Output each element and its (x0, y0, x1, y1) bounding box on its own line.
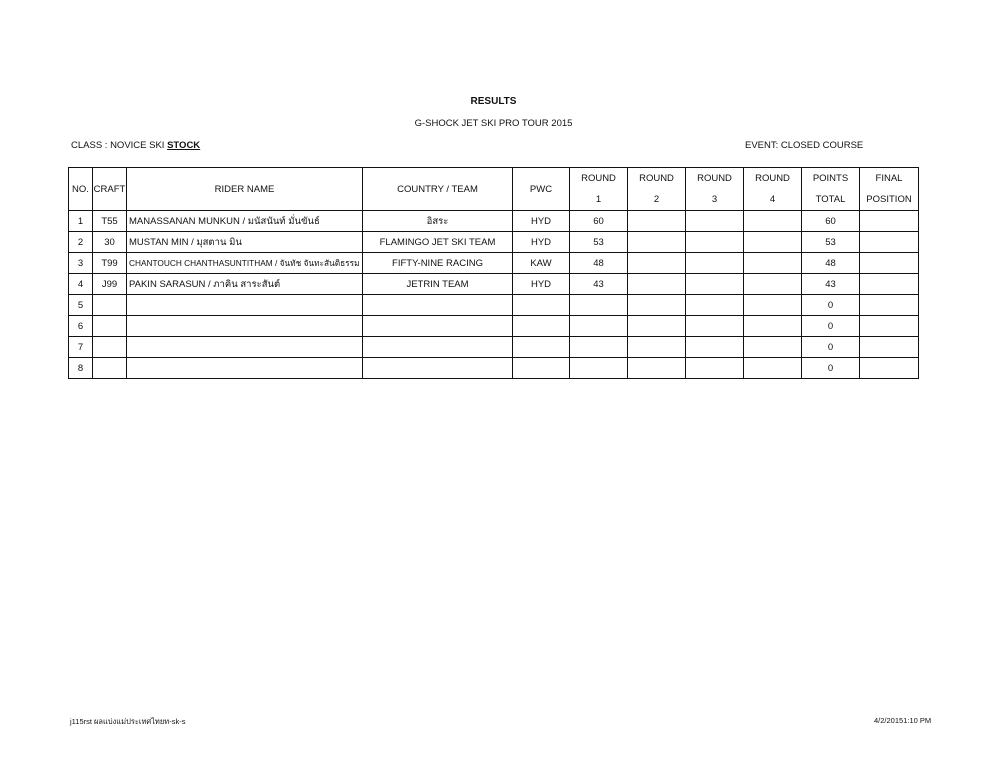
cell-rider (127, 358, 363, 379)
cell-round-3 (686, 295, 744, 316)
cell-final-position (860, 358, 919, 379)
round-3-label: ROUND (697, 173, 732, 184)
cell-round-1 (570, 316, 628, 337)
cell-rider (127, 337, 363, 358)
cell-country (363, 358, 513, 379)
cell-round-1: 48 (570, 253, 628, 274)
col-header-round-4 (744, 168, 802, 211)
cell-round-2 (628, 337, 686, 358)
cell-round-4 (744, 253, 802, 274)
cell-country (363, 316, 513, 337)
cell-round-2 (628, 316, 686, 337)
cell-no: 5 (69, 295, 93, 316)
cell-pwc (513, 337, 570, 358)
cell-round-4 (744, 358, 802, 379)
cell-round-3 (686, 274, 744, 295)
cell-points-total: 0 (802, 358, 860, 379)
cell-country: FIFTY-NINE RACING (363, 253, 513, 274)
cell-round-1: 53 (570, 232, 628, 253)
round-4-label: ROUND (755, 173, 790, 184)
cell-round-2 (628, 358, 686, 379)
event-subtitle: G-SHOCK JET SKI PRO TOUR 2015 (414, 118, 573, 129)
cell-pwc: HYD (513, 211, 570, 232)
cell-pwc (513, 316, 570, 337)
cell-round-4 (744, 274, 802, 295)
cell-rider: CHANTOUCH CHANTHASUNTITHAM / จันทัช จันทะสันติธรรม (127, 253, 363, 274)
cell-final-position (860, 295, 919, 316)
cell-round-2 (628, 211, 686, 232)
cell-final-position (860, 274, 919, 295)
cell-points-total: 60 (802, 211, 860, 232)
col-header-craft: CRAFT (93, 168, 127, 211)
cell-round-1: 60 (570, 211, 628, 232)
cell-round-1 (570, 358, 628, 379)
cell-rider (127, 316, 363, 337)
cell-round-4 (744, 232, 802, 253)
position-label: POSITION (866, 194, 912, 205)
cell-craft (93, 316, 127, 337)
table-row (69, 295, 919, 316)
cell-round-4 (744, 316, 802, 337)
round-3-number: 3 (711, 194, 718, 205)
cell-country: อิสระ (363, 211, 513, 232)
cell-no: 7 (69, 337, 93, 358)
round-4-number: 4 (769, 194, 776, 205)
cell-final-position (860, 211, 919, 232)
cell-pwc: HYD (513, 232, 570, 253)
cell-final-position (860, 253, 919, 274)
cell-round-2 (628, 232, 686, 253)
footer-file-name: j115rst ผลแบ่งแม่ประเทศไทยท-sk-s (70, 717, 186, 726)
cell-round-2 (628, 253, 686, 274)
cell-points-total: 43 (802, 274, 860, 295)
table-row (69, 211, 919, 232)
class-prefix: CLASS : NOVICE SKI (71, 140, 165, 151)
cell-round-3 (686, 253, 744, 274)
cell-round-4 (744, 211, 802, 232)
cell-points-total: 53 (802, 232, 860, 253)
cell-final-position (860, 316, 919, 337)
cell-country: FLAMINGO JET SKI TEAM (363, 232, 513, 253)
cell-round-1: 43 (570, 274, 628, 295)
table-row (69, 358, 919, 379)
cell-country: JETRIN TEAM (363, 274, 513, 295)
col-header-round-1 (570, 168, 628, 211)
cell-round-2 (628, 274, 686, 295)
header-row (69, 168, 919, 211)
cell-points-total: 0 (802, 316, 860, 337)
cell-country (363, 337, 513, 358)
col-header-pwc: PWC (513, 168, 570, 211)
cell-craft: T55 (93, 211, 127, 232)
final-label: FINAL (875, 173, 903, 184)
table-row (69, 232, 919, 253)
table-row (69, 337, 919, 358)
cell-craft: T99 (93, 253, 127, 274)
cell-round-2 (628, 295, 686, 316)
cell-rider: MANASSANAN MUNKUN / มนัสนันท์ มั่นขันธ์ (127, 211, 363, 232)
cell-round-3 (686, 337, 744, 358)
class-emphasis: STOCK (167, 140, 201, 151)
cell-rider: MUSTAN MIN / มุสตาน มิน (127, 232, 363, 253)
col-header-final (860, 168, 919, 211)
event-label: EVENT: CLOSED COURSE (745, 140, 864, 151)
total-label: TOTAL (815, 194, 846, 205)
table-row (69, 253, 919, 274)
cell-no: 2 (69, 232, 93, 253)
cell-round-3 (686, 358, 744, 379)
cell-craft: 30 (93, 232, 127, 253)
table-row (69, 274, 919, 295)
cell-pwc (513, 295, 570, 316)
footer-timestamp: 4/2/20151:10 PM (874, 716, 932, 725)
class-label (71, 140, 200, 151)
cell-pwc (513, 358, 570, 379)
col-header-no: NO. (69, 168, 93, 211)
cell-craft (93, 337, 127, 358)
round-1-label: ROUND (581, 173, 616, 184)
col-header-points (802, 168, 860, 211)
cell-points-total: 48 (802, 253, 860, 274)
cell-points-total: 0 (802, 337, 860, 358)
cell-no: 1 (69, 211, 93, 232)
results-table (68, 167, 919, 379)
cell-round-3 (686, 232, 744, 253)
cell-pwc: HYD (513, 274, 570, 295)
cell-craft (93, 358, 127, 379)
round-2-number: 2 (653, 194, 660, 205)
cell-round-1 (570, 337, 628, 358)
col-header-country: COUNTRY / TEAM (363, 168, 513, 211)
cell-round-3 (686, 316, 744, 337)
cell-craft: J99 (93, 274, 127, 295)
round-1-number: 1 (595, 194, 602, 205)
cell-rider (127, 295, 363, 316)
cell-craft (93, 295, 127, 316)
cell-country (363, 295, 513, 316)
cell-round-4 (744, 295, 802, 316)
cell-round-4 (744, 337, 802, 358)
cell-final-position (860, 232, 919, 253)
round-2-label: ROUND (639, 173, 674, 184)
col-header-round-3 (686, 168, 744, 211)
cell-points-total: 0 (802, 295, 860, 316)
cell-no: 8 (69, 358, 93, 379)
cell-no: 3 (69, 253, 93, 274)
points-label: POINTS (812, 173, 849, 184)
table-row (69, 316, 919, 337)
cell-rider: PAKIN SARASUN / ภาคิน สาระสันต์ (127, 274, 363, 295)
cell-round-3 (686, 211, 744, 232)
cell-no: 6 (69, 316, 93, 337)
page-title: RESULTS (470, 96, 517, 107)
cell-pwc: KAW (513, 253, 570, 274)
cell-final-position (860, 337, 919, 358)
cell-round-1 (570, 295, 628, 316)
col-header-round-2 (628, 168, 686, 211)
cell-no: 4 (69, 274, 93, 295)
col-header-rider: RIDER NAME (127, 168, 363, 211)
